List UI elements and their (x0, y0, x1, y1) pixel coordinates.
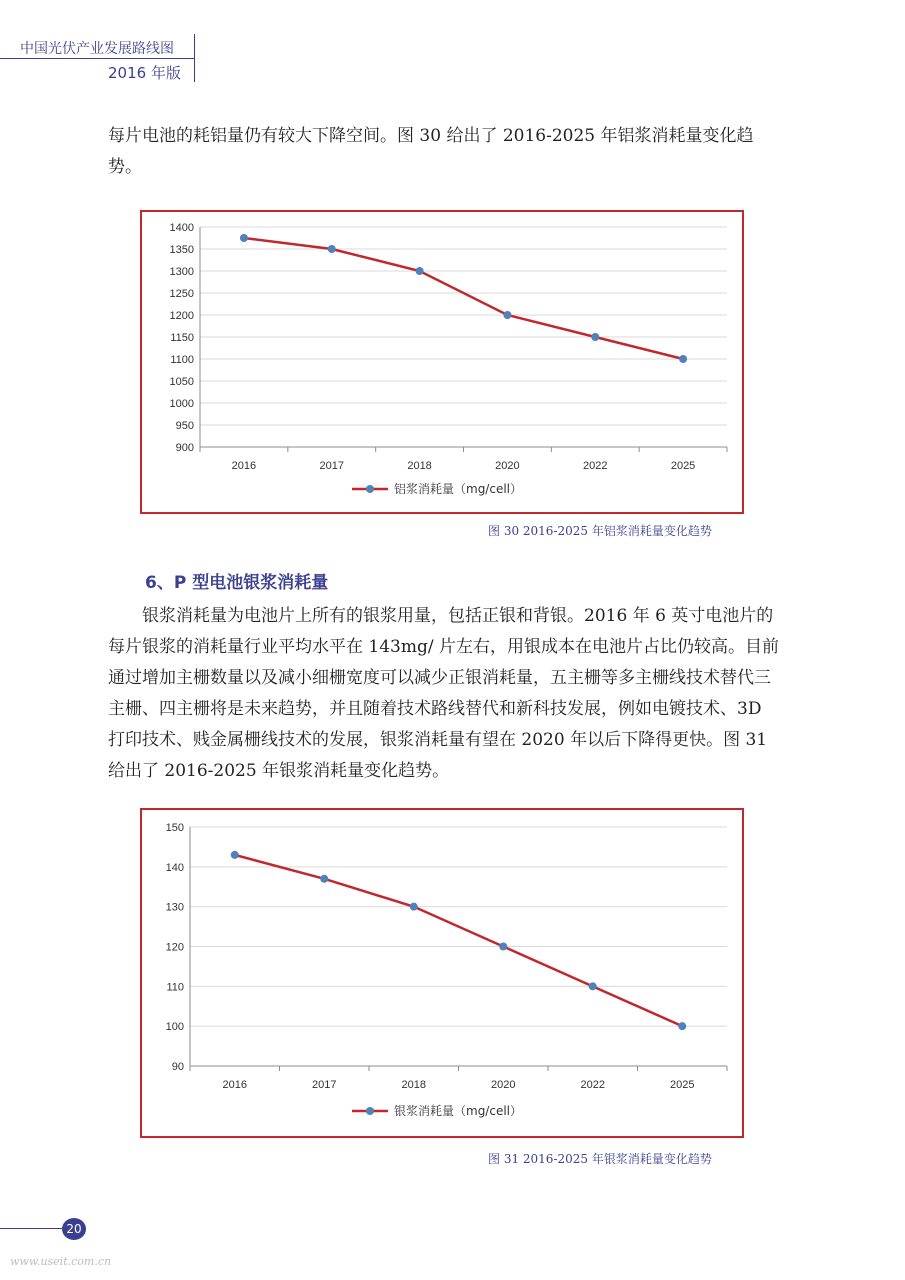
data-point (679, 355, 687, 363)
chart-silver-paste (140, 808, 744, 1138)
paragraph-intro: 每片电池的耗铝量仍有较大下降空间。图 30 给出了 2016-2025 年铝浆消耗量变化趋势。 (108, 126, 754, 177)
data-point (499, 943, 507, 951)
y-tick-label: 130 (165, 901, 184, 914)
series-line (244, 238, 683, 359)
y-tick-label: 1350 (169, 244, 194, 256)
data-point (416, 267, 424, 275)
data-point (240, 234, 248, 242)
data-point (410, 903, 418, 911)
y-tick-label: 1300 (169, 266, 194, 278)
footer-rule (0, 1228, 62, 1229)
x-tick-label: 2020 (491, 1079, 516, 1091)
header-rule-vertical (194, 34, 195, 82)
y-tick-label: 90 (171, 1061, 184, 1073)
header-rule (0, 58, 195, 59)
x-tick-label: 2025 (670, 460, 696, 472)
y-tick-label: 1200 (169, 310, 194, 322)
x-tick-label: 2020 (495, 460, 520, 472)
x-tick-label: 2022 (580, 1079, 605, 1091)
x-tick-label: 2017 (319, 460, 344, 472)
data-point (328, 245, 336, 253)
legend-marker (366, 1107, 374, 1115)
chart-aluminum-paste-svg (142, 212, 742, 512)
x-tick-label: 2016 (231, 460, 257, 472)
y-tick-label: 150 (165, 822, 184, 834)
y-tick-label: 1000 (169, 398, 194, 410)
x-tick-label: 2018 (407, 460, 432, 472)
y-tick-label: 120 (165, 941, 184, 954)
data-point (503, 311, 511, 319)
y-tick-label: 1150 (170, 332, 194, 344)
legend-label: 铝浆消耗量（mg/cell） (394, 482, 522, 496)
data-point (678, 1022, 686, 1030)
data-point (591, 333, 599, 341)
header-title: 中国光伏产业发展路线图 (20, 41, 174, 57)
x-tick-label: 2018 (401, 1079, 426, 1091)
caption-figure-30: 图 30 2016-2025 年铝浆消耗量变化趋势 (488, 524, 712, 538)
chart-silver-paste-svg (142, 810, 742, 1136)
y-tick-label: 1400 (169, 222, 194, 234)
page-number: 20 (62, 1218, 86, 1240)
chart-aluminum-paste (140, 210, 744, 514)
x-tick-label: 2016 (222, 1079, 247, 1091)
y-tick-label: 950 (175, 420, 194, 432)
y-tick-label: 100 (165, 1021, 184, 1034)
legend-label: 银浆消耗量（mg/cell） (394, 1104, 522, 1118)
y-tick-label: 140 (165, 861, 184, 874)
x-tick-label: 2017 (312, 1079, 337, 1091)
y-tick-label: 1250 (169, 288, 194, 300)
paragraph-silver-paste: 银浆消耗量为电池片上所有的银浆用量，包括正银和背银。2016 年 6 英寸电池片的每片银浆的消耗量行业平均水平在 143mg/ 片左右，用银成本在电池片占比仍较高。目前通过增加主栅数量以及减小细栅宽度可以减少正银消耗量，五主栅等多主栅线技术替代三主栅、四主栅将是未来趋势，并且随着技术路线替代和新科技发展，例如电镀技术、3D 打印技术、贱金属栅线技术的发展，银浆消耗量有望在 2020 年以后下降得更快。图 31 给出了 2016-2025 年银浆消耗量变化趋势。 (108, 606, 779, 781)
y-tick-label: 900 (175, 442, 194, 454)
y-tick-label: 1100 (170, 354, 194, 366)
section-heading: 6、P 型电池银浆消耗量 (145, 573, 329, 593)
watermark: www.useit.com.cn (10, 1255, 112, 1268)
y-tick-label: 110 (166, 981, 184, 994)
x-tick-label: 2025 (670, 1079, 695, 1091)
data-point (320, 875, 328, 883)
series-line (235, 855, 683, 1026)
legend-marker (366, 485, 374, 493)
x-tick-label: 2022 (583, 460, 608, 472)
data-point (231, 851, 239, 859)
header-edition: 2016 年版 (108, 64, 181, 82)
data-point (589, 982, 597, 990)
caption-figure-31: 图 31 2016-2025 年银浆消耗量变化趋势 (488, 1152, 712, 1166)
y-tick-label: 1050 (169, 376, 194, 388)
